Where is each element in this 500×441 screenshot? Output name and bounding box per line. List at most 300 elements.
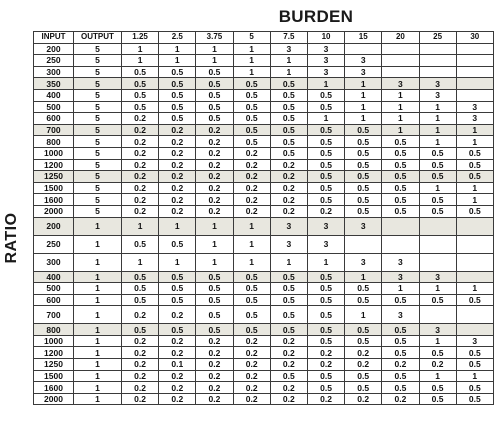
burden-cell: 1: [307, 113, 344, 125]
burden-cell: 0.5: [382, 194, 419, 206]
burden-cell: 1: [122, 43, 159, 55]
burden-cell: 0.2: [159, 182, 196, 194]
table-row: [34, 136, 494, 148]
burden-cell: 0.5: [196, 283, 233, 295]
burden-cell: 0.2: [196, 159, 233, 171]
burden-cell: 0.5: [307, 271, 344, 283]
table-row: [34, 335, 494, 347]
burden-cell: 0.5: [456, 205, 493, 217]
output-cell: 5: [74, 66, 122, 78]
input-cell: 1600: [34, 382, 74, 394]
burden-cell: 0.2: [233, 182, 270, 194]
burden-cell: 1: [233, 66, 270, 78]
burden-cell: 0.2: [159, 171, 196, 183]
burden-cell: 1: [456, 136, 493, 148]
burden-cell: 0.5: [345, 182, 382, 194]
burden-cell: 0.5: [345, 382, 382, 394]
burden-cell: 3: [456, 113, 493, 125]
input-cell: 250: [34, 55, 74, 67]
burden-cell: 0.5: [196, 101, 233, 113]
burden-cell: 0.1: [159, 359, 196, 371]
burden-cell: 0.2: [196, 370, 233, 382]
burden-cell: 0.5: [159, 294, 196, 306]
output-cell: 5: [74, 101, 122, 113]
table-row: [34, 43, 494, 55]
burden-cell: [345, 43, 382, 55]
burden-cell: 0.5: [233, 271, 270, 283]
burden-cell: 3: [307, 217, 344, 235]
burden-cell: 0.2: [122, 171, 159, 183]
burden-cell: 0.5: [159, 89, 196, 101]
input-cell: 1000: [34, 147, 74, 159]
burden-cell: 0.2: [122, 113, 159, 125]
burden-cell: 0.5: [122, 324, 159, 336]
burden-cell: [382, 235, 419, 253]
input-cell: 350: [34, 78, 74, 90]
burden-cell: [419, 66, 456, 78]
burden-cell: 1: [419, 101, 456, 113]
burden-cell: 0.5: [419, 347, 456, 359]
output-cell: 1: [74, 347, 122, 359]
burden-cell: 0.5: [122, 283, 159, 295]
burden-cell: 1: [159, 55, 196, 67]
output-cell: 1: [74, 253, 122, 271]
burden-cell: 1: [196, 217, 233, 235]
burden-cell: 1: [456, 283, 493, 295]
table-row: [34, 124, 494, 136]
burden-cell: 3: [307, 235, 344, 253]
output-cell: 1: [74, 271, 122, 283]
burden-cell: 1: [345, 78, 382, 90]
burden-cell: [456, 253, 493, 271]
burden-cell: 0.5: [345, 335, 382, 347]
burden-cell: 0.5: [270, 370, 307, 382]
table-row: [34, 78, 494, 90]
header-burden: 10: [307, 32, 344, 44]
burden-cell: [419, 306, 456, 324]
burden-cell: 0.2: [122, 205, 159, 217]
burden-cell: 1: [233, 217, 270, 235]
burden-cell: 3: [382, 271, 419, 283]
input-cell: 500: [34, 283, 74, 295]
header-burden: 1.25: [122, 32, 159, 44]
burden-cell: 0.5: [456, 171, 493, 183]
burden-cell: 0.5: [345, 147, 382, 159]
header-burden: 15: [345, 32, 382, 44]
burden-cell: [345, 235, 382, 253]
header-burden: 3.75: [196, 32, 233, 44]
burden-cell: 0.2: [122, 370, 159, 382]
burden-cell: 1: [456, 370, 493, 382]
burden-cell: 0.2: [270, 359, 307, 371]
output-cell: 1: [74, 335, 122, 347]
burden-cell: [456, 78, 493, 90]
burden-cell: 3: [345, 55, 382, 67]
burden-cell: 1: [233, 55, 270, 67]
burden-cell: 1: [159, 43, 196, 55]
burden-cell: 0.2: [382, 393, 419, 405]
burden-cell: 0.5: [382, 294, 419, 306]
input-cell: 1200: [34, 347, 74, 359]
burden-cell: 0.5: [456, 359, 493, 371]
burden-cell: 0.5: [270, 294, 307, 306]
header-input: INPUT: [34, 32, 74, 44]
burden-cell: 1: [122, 217, 159, 235]
table-body: [34, 43, 494, 405]
input-cell: 300: [34, 253, 74, 271]
burden-cell: 0.2: [345, 393, 382, 405]
burden-cell: 3: [419, 89, 456, 101]
burden-cell: 0.5: [233, 306, 270, 324]
burden-cell: 0.5: [307, 324, 344, 336]
burden-cell: 0.5: [419, 171, 456, 183]
burden-cell: 1: [382, 124, 419, 136]
burden-cell: 0.5: [456, 294, 493, 306]
burden-cell: 0.5: [159, 101, 196, 113]
burden-cell: 3: [307, 55, 344, 67]
table-row: [34, 101, 494, 113]
burden-cell: 0.5: [270, 89, 307, 101]
burden-cell: 0.5: [270, 306, 307, 324]
burden-cell: 1: [122, 55, 159, 67]
burden-cell: 0.2: [345, 359, 382, 371]
burden-cell: 0.5: [270, 101, 307, 113]
burden-cell: 0.5: [382, 147, 419, 159]
burden-cell: 3: [307, 43, 344, 55]
burden-cell: [419, 217, 456, 235]
burden-cell: 0.2: [270, 335, 307, 347]
output-cell: 1: [74, 393, 122, 405]
burden-cell: 0.2: [233, 205, 270, 217]
burden-cell: [456, 66, 493, 78]
table-row: [34, 294, 494, 306]
burden-cell: 0.5: [307, 294, 344, 306]
burden-cell: 1: [382, 113, 419, 125]
burden-cell: [419, 253, 456, 271]
burden-cell: 3: [419, 271, 456, 283]
burden-cell: 0.5: [196, 78, 233, 90]
burden-cell: 0.2: [233, 194, 270, 206]
burden-cell: 1: [159, 217, 196, 235]
burden-cell: 0.5: [345, 283, 382, 295]
header-burden: 20: [382, 32, 419, 44]
table-row: [34, 182, 494, 194]
burden-cell: 0.2: [382, 359, 419, 371]
burden-cell: 0.5: [456, 393, 493, 405]
input-cell: 1500: [34, 182, 74, 194]
burden-cell: 0.2: [270, 159, 307, 171]
burden-cell: 3: [382, 78, 419, 90]
burden-cell: 0.5: [270, 113, 307, 125]
burden-cell: 0.2: [196, 194, 233, 206]
burden-cell: 0.5: [159, 66, 196, 78]
burden-cell: 0.2: [159, 306, 196, 324]
burden-cell: [382, 66, 419, 78]
burden-cell: 0.2: [159, 382, 196, 394]
burden-cell: 0.2: [196, 205, 233, 217]
burden-cell: [456, 235, 493, 253]
burden-cell: 1: [307, 78, 344, 90]
burden-cell: 0.2: [419, 359, 456, 371]
burden-cell: 0.2: [233, 335, 270, 347]
burden-cell: 0.2: [122, 347, 159, 359]
burden-cell: 0.5: [196, 66, 233, 78]
burden-cell: 0.2: [122, 147, 159, 159]
output-cell: 1: [74, 306, 122, 324]
burden-cell: 0.2: [270, 347, 307, 359]
burden-cell: 3: [270, 217, 307, 235]
burden-cell: 0.2: [307, 393, 344, 405]
burden-cell: 0.5: [456, 347, 493, 359]
burden-cell: 0.5: [122, 78, 159, 90]
input-cell: 1500: [34, 370, 74, 382]
burden-cell: 1: [419, 283, 456, 295]
burden-cell: 0.5: [307, 171, 344, 183]
output-cell: 5: [74, 113, 122, 125]
burden-cell: 3: [456, 335, 493, 347]
burden-cell: 0.2: [122, 194, 159, 206]
burden-cell: 0.5: [382, 382, 419, 394]
input-cell: 2000: [34, 393, 74, 405]
burden-cell: 0.5: [159, 271, 196, 283]
output-cell: 1: [74, 235, 122, 253]
burden-cell: 0.5: [159, 283, 196, 295]
burden-cell: 0.2: [122, 359, 159, 371]
input-cell: 400: [34, 89, 74, 101]
burden-cell: 0.2: [196, 393, 233, 405]
output-cell: 1: [74, 324, 122, 336]
burden-cell: 0.5: [345, 124, 382, 136]
input-cell: 800: [34, 136, 74, 148]
burden-cell: 0.2: [159, 370, 196, 382]
burden-cell: 0.2: [122, 136, 159, 148]
burden-cell: 0.2: [159, 205, 196, 217]
burden-cell: 1: [270, 66, 307, 78]
burden-cell: 0.5: [345, 194, 382, 206]
burden-cell: 0.2: [159, 136, 196, 148]
burden-cell: 1: [419, 124, 456, 136]
burden-cell: 3: [419, 324, 456, 336]
burden-cell: 0.5: [233, 124, 270, 136]
burden-cell: 0.5: [270, 324, 307, 336]
output-cell: 5: [74, 147, 122, 159]
burden-cell: 3: [382, 306, 419, 324]
table-row: [34, 393, 494, 405]
burden-cell: 0.2: [159, 159, 196, 171]
burden-cell: 3: [419, 78, 456, 90]
burden-cell: 0.5: [456, 147, 493, 159]
header-row: [34, 32, 494, 44]
output-cell: 1: [74, 382, 122, 394]
table-row: [34, 113, 494, 125]
burden-cell: 0.5: [196, 294, 233, 306]
input-cell: 300: [34, 66, 74, 78]
burden-cell: 0.5: [159, 324, 196, 336]
burden-cell: 0.5: [419, 147, 456, 159]
burden-cell: 1: [233, 235, 270, 253]
burden-cell: 0.2: [233, 370, 270, 382]
output-cell: 5: [74, 124, 122, 136]
output-cell: 5: [74, 43, 122, 55]
input-cell: 1600: [34, 194, 74, 206]
output-cell: 5: [74, 182, 122, 194]
burden-cell: 0.2: [270, 182, 307, 194]
burden-cell: 0.5: [345, 324, 382, 336]
burden-cell: 1: [196, 55, 233, 67]
burden-cell: 0.5: [382, 335, 419, 347]
input-cell: 2000: [34, 205, 74, 217]
table-row: [34, 370, 494, 382]
burden-cell: [419, 55, 456, 67]
burden-cell: 0.5: [382, 136, 419, 148]
burden-cell: [456, 43, 493, 55]
burden-cell: 0.2: [159, 347, 196, 359]
burden-cell: 0.5: [419, 205, 456, 217]
table-row: [34, 324, 494, 336]
burden-cell: 0.2: [307, 347, 344, 359]
burden-cell: 0.5: [270, 136, 307, 148]
burden-cell: 0.2: [159, 147, 196, 159]
burden-cell: 0.5: [307, 159, 344, 171]
burden-cell: 0.5: [382, 159, 419, 171]
input-cell: 200: [34, 217, 74, 235]
burden-cell: 0.2: [270, 194, 307, 206]
output-cell: 5: [74, 205, 122, 217]
burden-cell: 0.5: [307, 136, 344, 148]
burden-cell: 3: [270, 235, 307, 253]
burden-cell: 0.5: [196, 89, 233, 101]
burden-cell: 1: [419, 182, 456, 194]
burden-cell: [456, 89, 493, 101]
header-burden: 7.5: [270, 32, 307, 44]
burden-cell: 0.2: [233, 347, 270, 359]
input-cell: 1250: [34, 171, 74, 183]
burden-cell: 0.5: [307, 194, 344, 206]
header-burden: 25: [419, 32, 456, 44]
burden-cell: 1: [382, 283, 419, 295]
input-cell: 250: [34, 235, 74, 253]
burden-cell: 0.2: [159, 194, 196, 206]
input-cell: 700: [34, 124, 74, 136]
burden-cell: 1: [345, 89, 382, 101]
burden-cell: 0.5: [270, 271, 307, 283]
burden-cell: [456, 324, 493, 336]
burden-cell: 1: [419, 335, 456, 347]
output-cell: 5: [74, 89, 122, 101]
burden-cell: 0.5: [159, 78, 196, 90]
burden-cell: 0.5: [233, 113, 270, 125]
header-burden: 5: [233, 32, 270, 44]
table-row: [34, 253, 494, 271]
burden-cell: 0.5: [196, 113, 233, 125]
burden-cell: 0.5: [345, 205, 382, 217]
burden-cell: 0.5: [419, 393, 456, 405]
ratio-label: RATIO: [3, 212, 20, 264]
table-row: [34, 271, 494, 283]
table-row: [34, 306, 494, 324]
burden-cell: 0.5: [307, 182, 344, 194]
burden-cell: 0.5: [419, 382, 456, 394]
burden-cell: 1: [456, 124, 493, 136]
header-output: OUTPUT: [74, 32, 122, 44]
burden-cell: 0.2: [196, 136, 233, 148]
burden-cell: 0.5: [233, 101, 270, 113]
burden-cell: 1: [345, 113, 382, 125]
burden-cell: 0.5: [345, 159, 382, 171]
burden-cell: 0.5: [307, 306, 344, 324]
burden-cell: 0.5: [196, 324, 233, 336]
burden-cell: 0.5: [233, 283, 270, 295]
burden-cell: 0.2: [233, 359, 270, 371]
burden-cell: 1: [345, 271, 382, 283]
burden-cell: 0.2: [122, 306, 159, 324]
burden-cell: 1: [196, 235, 233, 253]
burden-cell: 0.2: [233, 382, 270, 394]
burden-cell: 0.5: [270, 124, 307, 136]
burden-cell: 0.5: [382, 324, 419, 336]
burden-cell: 3: [382, 253, 419, 271]
burden-cell: 0.2: [307, 205, 344, 217]
header-burden: 2.5: [159, 32, 196, 44]
burden-cell: 0.2: [345, 347, 382, 359]
burden-cell: 0.5: [233, 136, 270, 148]
burden-cell: 0.5: [270, 147, 307, 159]
input-cell: 1000: [34, 335, 74, 347]
burden-cell: 0.2: [159, 124, 196, 136]
burden-cell: 0.5: [233, 324, 270, 336]
burden-cell: 0.5: [382, 370, 419, 382]
burden-cell: [456, 271, 493, 283]
burden-cell: 0.2: [122, 159, 159, 171]
table-row: [34, 359, 494, 371]
table-row: [34, 55, 494, 67]
burden-cell: 0.2: [122, 393, 159, 405]
burden-cell: 0.2: [196, 124, 233, 136]
burden-cell: 0.2: [122, 182, 159, 194]
burden-cell: 0.5: [345, 294, 382, 306]
burden-cell: 1: [233, 43, 270, 55]
table-row: [34, 283, 494, 295]
burden-cell: 0.5: [307, 147, 344, 159]
table-row: [34, 66, 494, 78]
burden-cell: 0.2: [270, 205, 307, 217]
burden-cell: 0.5: [122, 66, 159, 78]
burden-cell: 0.2: [159, 335, 196, 347]
burden-cell: [456, 217, 493, 235]
input-cell: 1250: [34, 359, 74, 371]
output-cell: 1: [74, 217, 122, 235]
burden-cell: 0.2: [307, 359, 344, 371]
burden-cell: 0.5: [382, 205, 419, 217]
burden-cell: 0.5: [382, 347, 419, 359]
burden-cell: 1: [382, 89, 419, 101]
input-cell: 600: [34, 294, 74, 306]
output-cell: 5: [74, 194, 122, 206]
burden-cell: 0.5: [345, 171, 382, 183]
burden-cell: 0.2: [196, 182, 233, 194]
burden-cell: [382, 217, 419, 235]
burden-cell: 0.5: [345, 370, 382, 382]
burden-cell: 0.2: [270, 393, 307, 405]
burden-cell: 1: [159, 253, 196, 271]
burden-cell: 0.5: [307, 370, 344, 382]
burden-cell: 1: [419, 136, 456, 148]
burden-cell: 0.5: [122, 101, 159, 113]
burden-cell: 0.5: [233, 89, 270, 101]
burden-cell: 0.2: [196, 359, 233, 371]
burden-cell: 1: [382, 101, 419, 113]
burden-cell: 1: [196, 253, 233, 271]
